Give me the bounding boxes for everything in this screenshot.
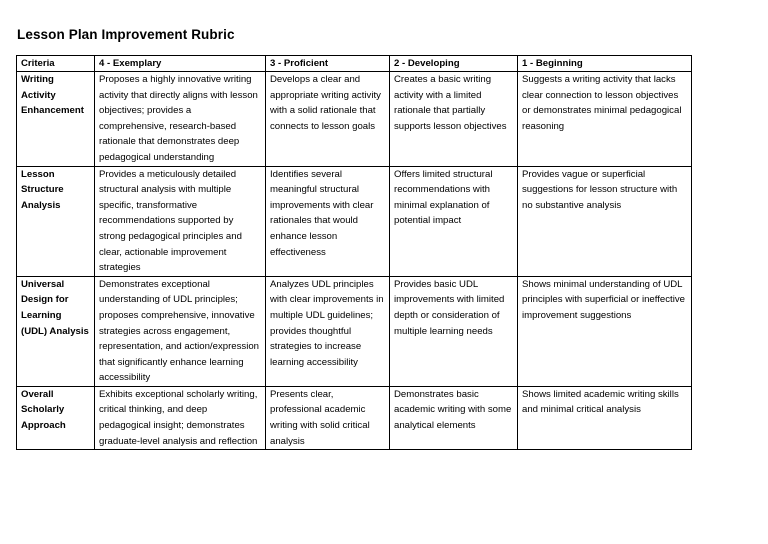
criteria-cell: Lesson Structure Analysis	[17, 166, 95, 276]
exemplary-cell: Exhibits exceptional scholarly writing, critical thinking, and deep pedagogical insight; demonstrates graduate-level analysis and reflection	[95, 386, 266, 449]
table-header-row	[17, 56, 692, 72]
beginning-cell: Shows minimal understanding of UDL principles with superficial or ineffective improvement suggestions	[518, 276, 692, 386]
criteria-cell: Writing Activity Enhancement	[17, 72, 95, 167]
developing-cell: Provides basic UDL improvements with limited depth or consideration of multiple learning needs	[390, 276, 518, 386]
page-title: Lesson Plan Improvement Rubric	[17, 27, 235, 42]
proficient-cell: Develops a clear and appropriate writing activity with a solid rationale that connects to lesson goals	[266, 72, 390, 167]
exemplary-cell: Demonstrates exceptional understanding of UDL principles; proposes comprehensive, innovative strategies across engagement, representation, and action/expression that significantly enhance learning accessibility	[95, 276, 266, 386]
beginning-cell: Suggests a writing activity that lacks clear connection to lesson objectives or demonstrates minimal pedagogical reasoning	[518, 72, 692, 167]
proficient-cell: Identifies several meaningful structural improvements with clear rationales that would enhance lesson effectiveness	[266, 166, 390, 276]
exemplary-cell: Proposes a highly innovative writing activity that directly aligns with lesson objectives; provides a comprehensive, research-based rationale that demonstrates deep pedagogical understanding	[95, 72, 266, 167]
developing-cell: Creates a basic writing activity with a limited rationale that partially supports lesson objectives	[390, 72, 518, 167]
header-beginning: 1 - Beginning	[518, 56, 692, 72]
table-row	[17, 276, 692, 386]
proficient-cell: Presents clear, professional academic writing with solid critical analysis	[266, 386, 390, 449]
header-proficient: 3 - Proficient	[266, 56, 390, 72]
header-exemplary: 4 - Exemplary	[95, 56, 266, 72]
exemplary-cell: Provides a meticulously detailed structural analysis with multiple specific, transformative recommendations supported by strong pedagogical principles and clear, actionable improvement strategies	[95, 166, 266, 276]
table-row	[17, 166, 692, 276]
criteria-cell: Overall Scholarly Approach	[17, 386, 95, 449]
beginning-cell: Shows limited academic writing skills and minimal critical analysis	[518, 386, 692, 449]
developing-cell: Offers limited structural recommendations with minimal explanation of potential impact	[390, 166, 518, 276]
rubric-table	[16, 55, 692, 450]
header-criteria: Criteria	[17, 56, 95, 72]
proficient-cell: Analyzes UDL principles with clear improvements in multiple UDL guidelines; provides thoughtful strategies to increase learning accessibility	[266, 276, 390, 386]
criteria-cell: Universal Design for Learning (UDL) Analysis	[17, 276, 95, 386]
developing-cell: Demonstrates basic academic writing with some analytical elements	[390, 386, 518, 449]
beginning-cell: Provides vague or superficial suggestions for lesson structure with no substantive analysis	[518, 166, 692, 276]
header-developing: 2 - Developing	[390, 56, 518, 72]
table-row	[17, 386, 692, 449]
table-row	[17, 72, 692, 167]
